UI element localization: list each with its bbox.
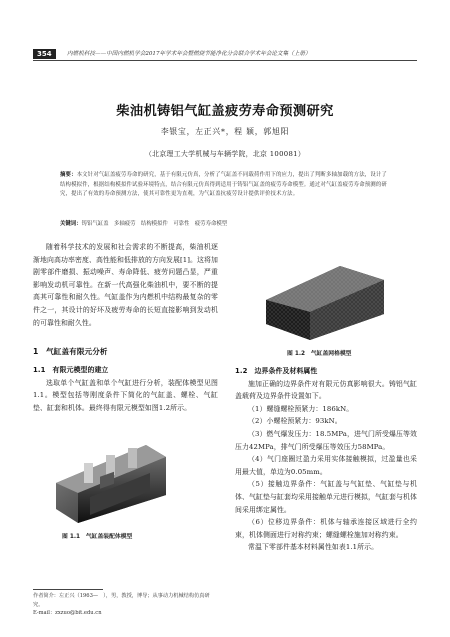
figure-1-2-mesh-model xyxy=(262,258,387,342)
abstract xyxy=(60,171,392,200)
intro-block xyxy=(33,241,218,329)
footnote-rule xyxy=(33,589,103,590)
figure-1-1-caption: 图 1.1 气缸盖装配体模型 xyxy=(62,534,133,540)
keywords-text: 铸铝气缸盖 多轴疲劳 结构模拟件 可靠性 疲劳寿命模型 xyxy=(81,221,228,227)
boundary-item-4: （4）气门座圈过盈力采用实体接触模拟，过盈量也采用最大值，单边为0.05mm。 xyxy=(235,455,417,476)
closing-paragraph: 常温下零部件基本材料属性如表1.1所示。 xyxy=(248,543,379,552)
abstract-label: 摘要： xyxy=(60,172,77,178)
boundary-item-1: （1）螺缝螺栓预紧力：186kN。 xyxy=(248,404,354,413)
boundary-item-3: （3）燃气爆发压力：18.5MPa，进气门所受爆压等效压力42MPa，排气门所受爆压等效压力58MPa。 xyxy=(235,429,417,451)
boundary-item-5: （5）接触边界条件：气缸盖与气缸垫、气缸垫与机体、气缸垫与缸套均采用接触单元进行模拟，气缸套与机体间采用绑定属性。 xyxy=(235,480,417,514)
boundary-item-2: （2）小螺栓预紧力：93kN。 xyxy=(248,417,342,426)
section-heading-1: 1 气缸盖有限元分析 xyxy=(33,347,108,356)
author-list: 李银宝，左正兴*，程 颖，郭旭阳 xyxy=(160,127,290,136)
affiliation: （北京理工大学机械与车辆学院，北京 100081） xyxy=(144,150,306,158)
abstract-text: 本文针对气缸盖疲劳寿命的研究，基于有限元仿真，分析了气缸盖不同载荷作用下的应力，提出了判断多轴加载的方法，设计了结构模拟件，根据结构模拟件试验环境特点，结合有限元仿真得到适用于铸铝气缸盖的疲劳寿命模型。通过对气缸盖疲劳寿命预测的研究，提出了有效的寿命预测方法，使其可靠性更为直观，为气缸盖抗疲劳设计提供评价技术方法。 xyxy=(60,172,387,198)
section-heading-1-1: 1.1 有限元模型的建立 xyxy=(33,366,109,374)
boundary-item-6: （6）位移边界条件：机体与轴承连接区域进行全约束，机体侧面进行对称约束；螺缝螺栓施加对称约束。 xyxy=(235,518,417,539)
section-1-2-intro: 施加正确的边界条件对有限元仿真影响很大。铸铝气缸盖载荷及边界条件设置如下。 xyxy=(235,379,417,401)
figure-1-2-caption: 图 1.2 气缸盖网格模型 xyxy=(287,351,352,357)
section-1-2-block xyxy=(235,365,417,554)
section-1-1-paragraph: 选取单个气缸盖和单个气缸进行分析，装配体模型见图1.1。模型包括等刚度条件下简化的气缸盖、螺栓、气缸垫、缸套和机体。最终得有限元模型如图1.2所示。 xyxy=(33,378,218,412)
section-1-1-block xyxy=(33,364,218,414)
keywords xyxy=(60,220,392,229)
figure-1-1-assembly-model xyxy=(50,435,170,527)
intro-paragraph: 随着科学技术的发展和社会需求的不断提高，柴油机逐渐地向高功率密度、高性能和低排放的方向发展[1]。这将加剧零部件磨损、振动噪声、寿命降低、疲劳问题凸显，严重影响发动机可靠性。在新一代高强化柴油机中，要不断的提高其可靠性和耐久性。气缸盖作为内燃机中结构最复杂的零件之一，其设计的好坏及疲劳寿命的长短直接影响到发动机的可靠性和耐久性。 xyxy=(33,243,218,327)
footnote xyxy=(33,592,218,618)
section-heading-1-2: 1.2 边界条件及材料属性 xyxy=(235,367,318,375)
author-note: 作者简介：左正兴（1963— ），男，教授，博导；从事动力机械结构仿真研究。 xyxy=(33,593,210,608)
paper-title: 柴油机铸铝气缸盖疲劳寿命预测研究 xyxy=(116,104,334,119)
keywords-label: 关键词： xyxy=(60,221,82,227)
header-rule xyxy=(33,60,417,61)
running-header xyxy=(33,49,417,60)
section-1-block xyxy=(33,346,218,359)
running-title: 内燃机科技——中国内燃机学会2017年学术年会暨燃烧节能净化分会联合学术年会论文集（上册） xyxy=(67,51,311,57)
author-email: E-mail：zxzuo@bit.edu.cn xyxy=(33,610,102,617)
page-number: 354 xyxy=(33,49,56,59)
